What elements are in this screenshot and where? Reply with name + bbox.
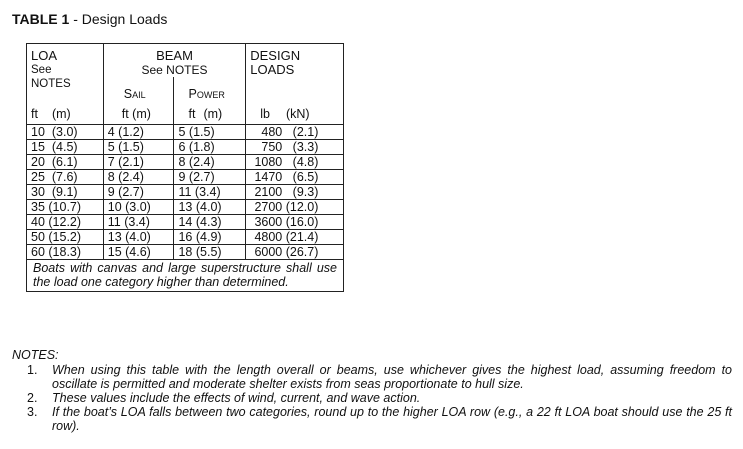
table-row: 15 (4.5) 5 (1.5) 6 (1.8) 750 (3.3) [27,139,344,154]
table-row: 35 (10.7) 10 (3.0) 13 (4.0) 2700 (12.0) [27,199,344,214]
table-number: TABLE 1 [12,11,70,27]
table-row: 10 (3.0) 4 (1.2) 5 (1.5) 480 (2.1) [27,124,344,139]
caption-separator: - [69,11,82,27]
power-label: Power [188,87,225,101]
loa-see: See [31,64,52,76]
note-item [12,391,732,405]
note-text: These values include the effects of wind, current, and wave action. [52,391,421,405]
table-row: 60 (18.3) 15 (4.6) 18 (5.5) 6000 (26.7) [27,244,344,259]
table-caption [12,11,167,27]
design-loads-header [246,44,344,108]
note-number: 3. [27,405,38,419]
beam-see-notes: See NOTES [141,63,208,77]
design-label: DESIGN [250,48,301,63]
loa-notes: NOTES [31,78,71,90]
note-item [12,405,732,433]
power-units: ft (m) [174,107,246,124]
beam-label: BEAM [156,48,193,63]
sail-units: ft (m) [103,107,174,124]
loa-units: ft (m) [31,107,71,121]
loads-label: LOADS [250,62,295,77]
note-text: When using this table with the length overall or beams, use whichever gives the highest load, assuming freedom to oscillate is permitted and moderate shelter exists from seas proportionate to hull size. [52,363,732,391]
design-loads-table [26,43,344,292]
table-row: 50 (15.2) 13 (4.0) 16 (4.9) 4800 (21.4) [27,229,344,244]
notes-title: NOTES: [12,348,59,362]
table-row: 30 (9.1) 9 (2.7) 11 (3.4) 2100 (9.3) [27,184,344,199]
notes-section [12,348,732,433]
power-header [174,77,246,107]
table-footnote-row [27,259,344,291]
beam-header [103,44,246,78]
sail-label: Sail [123,87,146,101]
note-number: 1. [27,363,38,377]
note-item [12,363,732,391]
note-number: 2. [27,391,38,405]
note-text: If the boat’s LOA falls between two categories, round up to the higher LOA row (e.g., a 22 ft LOA boat should use the 25 ft row). [52,405,732,433]
sail-header [103,77,174,107]
loa-header [27,44,104,108]
load-units: lb (kN) [246,107,344,124]
loa-label: LOA [31,48,58,63]
table-row: 25 (7.6) 8 (2.4) 9 (2.7) 1470 (6.5) [27,169,344,184]
table-title: Design Loads [81,11,168,27]
table-footnote: Boats with canvas and large superstructure shall use the load one category higher than determined. [33,260,337,289]
table-row: 40 (12.2) 11 (3.4) 14 (4.3) 3600 (16.0) [27,214,344,229]
table-row: 20 (6.1) 7 (2.1) 8 (2.4) 1080 (4.8) [27,154,344,169]
